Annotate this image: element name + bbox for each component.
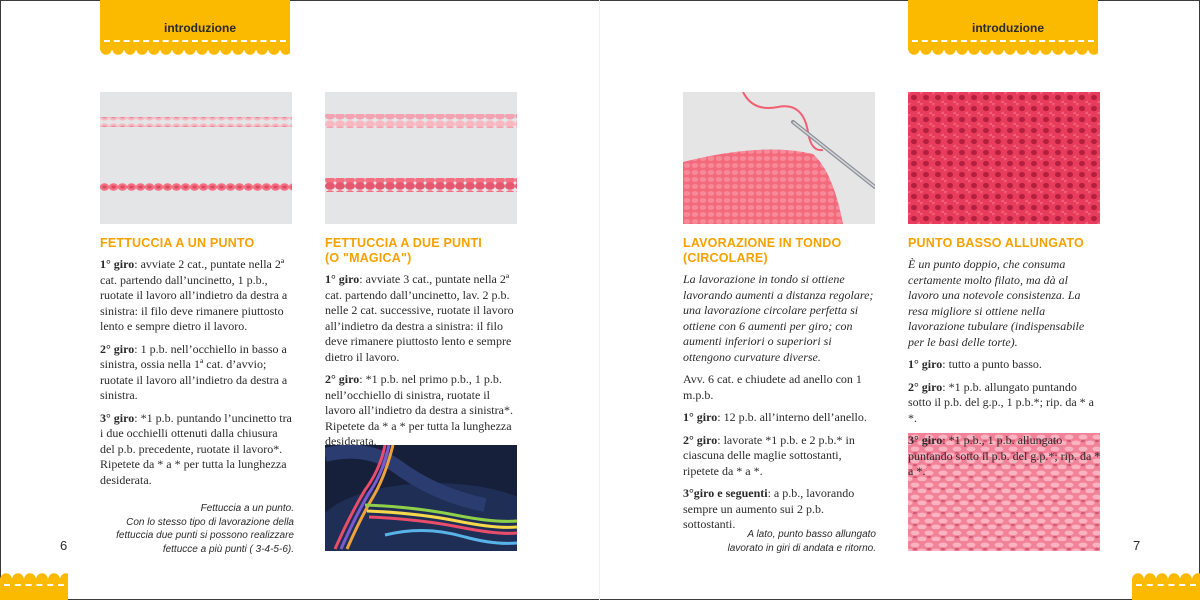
stitch-line <box>912 40 1094 42</box>
round-label: 1° giro <box>908 357 943 371</box>
section-lavorazione-tondo <box>683 236 876 540</box>
photo-fettucce-colorate <box>325 445 517 551</box>
section-title <box>325 236 518 266</box>
round-text: : *1 p.b. allungato puntando sotto il p.b. del g.p., 1 p.b.*; rip. da * a *. <box>908 379 1094 425</box>
round-text: : *1 p.b. nel primo p.b., 1 p.b. nell’occhiello di sinistra, ruotate il lavoro all’indietro da destra a sinistra*. Ripetete da * a * per tutta la lunghezza desiderata. <box>325 372 513 448</box>
intro-paragraph: La lavorazione in tondo si ottiene lavorando aumenti a distanza regolare; una lavorazione circolare perfetta si ottiene con 6 aumenti per giro; con aumenti inferiori o superiori si ottengono curvature diverse. <box>683 272 874 364</box>
caption-line: lavorato in giri di andata e ritorno. <box>727 542 876 554</box>
round-label: 2° giro <box>325 372 360 386</box>
photo-punto-basso-allungato <box>908 92 1100 224</box>
paragraph <box>100 257 293 335</box>
round-label: 1° giro <box>325 272 360 286</box>
paragraph <box>683 486 876 533</box>
header-tab-left <box>100 0 290 50</box>
paragraph <box>683 410 876 426</box>
round-text: : lavorate *1 p.b. e 2 p.b.* in ciascuna delle maglie sottostanti, ripetete da * a *. <box>683 432 855 478</box>
header-tab-left-label: introduzione <box>164 21 236 35</box>
caption-line: A lato, punto basso allungato <box>747 529 876 540</box>
photo-lavorazione-tondo <box>683 92 875 224</box>
paragraph <box>908 357 1101 373</box>
round-text: : 1 p.b. nell’occhiello in basso a sinistra, ossia nella 1ª cat. d’avvio; ruotate il lavoro all’indietro da destra a sinistra. <box>100 341 288 402</box>
title-line-2: (O "MAGICA") <box>325 251 412 265</box>
paragraph <box>683 433 876 480</box>
intro-paragraph: È un punto doppio, che consuma certamente molto filato, ma dà al lavoro una notevole consistenza. La resa migliore si ottiene nella lavorazione tubulare (indispensabile per le basi delle torte). <box>908 257 1085 349</box>
photo-fettuccia-un-punto <box>100 92 292 224</box>
section-title <box>683 236 876 266</box>
caption-line: fettucce a più punti ( 3-4-5-6). <box>162 543 294 555</box>
caption-line: Con lo stesso tipo di lavorazione della <box>126 516 294 528</box>
header-tab-right <box>908 0 1098 50</box>
round-text: : 12 p.b. all’interno dell’anello. <box>717 410 867 424</box>
round-label: 3°giro e seguenti <box>683 486 768 500</box>
footer-tab-right <box>1132 578 1200 600</box>
paragraph <box>908 433 1101 480</box>
round-text: : avviate 2 cat., puntate nella 2ª cat. partendo dall’uncinetto, 1 p.b., ruotate il lavoro all’indietro da destra a sinistra: il filo deve rimanere piuttosto lento e sempre dietro il lavoro. <box>100 257 288 333</box>
page-number-left: 6 <box>60 538 68 553</box>
round-label: 1° giro <box>100 257 135 271</box>
section-title: FETTUCCIA A UN PUNTO <box>100 236 255 250</box>
section-fettuccia-due-punti <box>325 236 518 457</box>
section-punto-basso-allungato <box>908 236 1101 487</box>
paragraph <box>325 272 518 365</box>
round-text: : avviate 3 cat., puntate nella 2ª cat. partendo dall’uncinetto, lav. 2 p.b. nelle 2 cat. successive, ruotate il lavoro all’indietro da destra a sinistra: il filo deve rimanere piuttosto lento e sempre dietro il lavoro. <box>325 272 514 364</box>
round-label: 2° giro <box>100 341 135 356</box>
paragraph <box>100 342 293 404</box>
caption-line: Fettuccia a un punto. <box>200 503 294 514</box>
stitch-line <box>4 584 64 586</box>
round-text: : *1 p.b., 1 p.b. allungato puntando sotto il p.b. del g.p.*; rip. da * a *. <box>908 433 1101 478</box>
paragraph <box>100 411 293 489</box>
round-label: 2° giro <box>908 379 943 394</box>
stitch-line <box>104 40 286 42</box>
caption-line: fettuccia due punti si possono realizzare <box>116 530 294 541</box>
section-title: PUNTO BASSO ALLUNGATO <box>908 236 1084 250</box>
round-text: : a p.b., lavorando sempre un aumento sui 2 p.b. sottostanti. <box>683 486 855 531</box>
caption-right <box>676 528 876 555</box>
header-tab-right-label: introduzione <box>972 21 1044 35</box>
round-text: : tutto a punto basso. <box>942 357 1042 371</box>
page-number-right: 7 <box>1133 538 1141 553</box>
round-label: 2° giro <box>683 432 718 447</box>
paragraph <box>908 380 1101 427</box>
round-label: 3° giro <box>100 410 135 425</box>
photo-fettuccia-due-punti <box>325 92 517 224</box>
section-fettuccia-un-punto <box>100 236 293 495</box>
round-label: 1° giro <box>683 410 718 424</box>
caption-left <box>96 502 294 556</box>
round-label: 3° giro <box>908 433 943 447</box>
title-line-1: FETTUCCIA A DUE PUNTI <box>325 236 482 250</box>
stitch-line <box>1136 584 1196 586</box>
round-text: : *1 p.b. puntando l’uncinetto tra i due occhielli ottenuti dalla chiusura del p.b. precedente, ruotate il lavoro*. Ripetete da * a * per tutta la lunghezza desiderata. <box>100 410 292 487</box>
footer-tab-left <box>0 578 68 600</box>
title-line-1: LAVORAZIONE IN TONDO <box>683 236 842 250</box>
page-gutter <box>599 0 600 600</box>
title-line-2: (CIRCOLARE) <box>683 251 768 265</box>
paragraph <box>325 372 518 450</box>
paragraph: Avv. 6 cat. e chiudete ad anello con 1 m.p.b. <box>683 372 862 402</box>
